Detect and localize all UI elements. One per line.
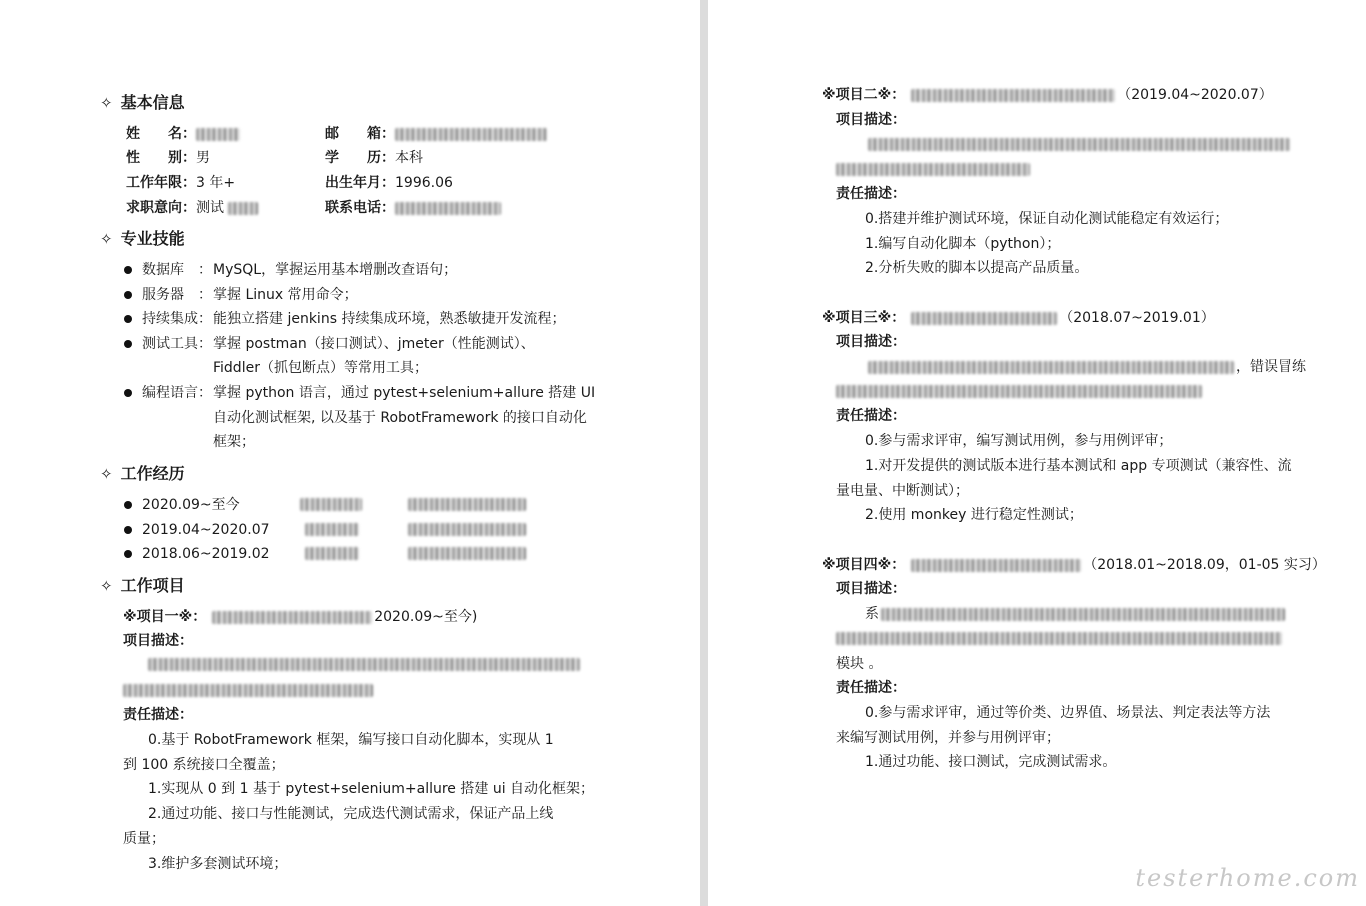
skill-text: Fiddler（抓包断点）等常用工具；: [213, 360, 428, 376]
skill-text: 自动化测试框架, 以及基于 RobotFramework 的接口自动化: [213, 410, 587, 426]
bullet-icon: [124, 315, 132, 323]
project2-title: ※项目二※： （2019.04~2020.07）: [822, 87, 1273, 103]
duty-line: 量电量、中断测试）；: [836, 483, 969, 499]
name-row: 姓 名：: [126, 124, 240, 144]
gender-row: 性 别：男: [126, 150, 210, 166]
project3-desc-label: 项目描述：: [836, 334, 906, 350]
section-projects: ✧ 工作项目: [100, 576, 185, 595]
bullet-icon: [124, 501, 132, 509]
duty-line: 1.对开发提供的测试版本进行基本测试和 app 专项测试（兼容性、流: [865, 458, 1292, 474]
redacted-description: [868, 361, 1234, 374]
project3-desc-line: ，错误冒练: [868, 357, 1306, 377]
project2-duty-label: 责任描述：: [836, 186, 906, 202]
redacted-phone: [395, 202, 501, 215]
project3-duty-label: 责任描述：: [836, 408, 906, 424]
redacted-description: [836, 163, 1030, 176]
redacted-description: [868, 138, 1290, 151]
bullet-icon: [124, 526, 132, 534]
redacted-project-name: [911, 559, 1081, 572]
bullet-icon: [124, 550, 132, 558]
skill-text: 掌握 python 语言，通过 pytest+selenium+allure 搭建 UI: [213, 385, 596, 401]
duty-line: 1.编写自动化脚本（python）；: [865, 236, 1061, 252]
redacted-project-name: [911, 312, 1057, 325]
skill-text: 能独立搭建 jenkins 持续集成环境，熟悉敏捷开发流程；: [213, 311, 566, 327]
section-skills: ✧ 专业技能: [100, 229, 185, 248]
skill-text: MySQL，掌握运用基本增删改查语句；: [213, 262, 458, 278]
years-row: 工作年限：3 年+: [126, 175, 236, 191]
skill-item: 编程语言：: [124, 383, 212, 403]
project4-title: ※项目四※： （2018.01~2018.09，01-05 实习）: [822, 557, 1326, 573]
watermark: testerhome.com: [1135, 864, 1360, 892]
redacted-description: [148, 658, 580, 671]
skill-text: 掌握 postman（接口测试）、jmeter（性能测试）、: [213, 336, 535, 352]
project2-desc-label: 项目描述：: [836, 112, 906, 128]
duty-line: 0.参与需求评审，通过等价类、边界值、场景法、判定表法等方法: [865, 705, 1271, 721]
duty-line: 到 100 系统接口全覆盖；: [123, 757, 285, 773]
redacted-role: [408, 547, 526, 560]
bullet-icon: [124, 340, 132, 348]
diamond-icon: ✧: [100, 577, 113, 595]
duty-line: 1.实现从 0 到 1 基于 pytest+selenium+allure 搭建 ui 自动化框架；: [148, 781, 595, 797]
birth-row: 出生年月：1996.06: [325, 175, 453, 191]
duty-line: 3.维护多套测试环境；: [148, 856, 288, 872]
redacted-description: [836, 632, 1282, 645]
project1-title: ※项目一※： 2020.09~至今): [123, 609, 478, 625]
duty-line: 0.搭建并维护测试环境，保证自动化测试能稳定有效运行；: [865, 211, 1229, 227]
redacted-project-name: [911, 89, 1115, 102]
duty-line: 质量；: [123, 831, 165, 847]
skill-item: 服务器 ：: [124, 285, 212, 305]
education-row: 学 历：本科: [325, 150, 423, 166]
email-row: 邮 箱：: [325, 124, 547, 144]
redacted-role: [408, 523, 526, 536]
project4-desc-end: 模块 。: [836, 656, 883, 672]
duty-line: 0.参与需求评审，编写测试用例，参与用例评审；: [865, 433, 1173, 449]
redacted-company: [300, 498, 362, 511]
phone-row: 联系电话：: [325, 198, 501, 218]
redacted-project-name: [212, 611, 372, 624]
diamond-icon: ✧: [100, 94, 113, 112]
section-experience: ✧ 工作经历: [100, 464, 185, 483]
redacted-description: [881, 608, 1285, 621]
diamond-icon: ✧: [100, 465, 113, 483]
experience-item: 2019.04~2020.07: [124, 520, 270, 540]
duty-line: 2.通过功能、接口与性能测试，完成迭代测试需求，保证产品上线: [148, 806, 554, 822]
redacted-email: [395, 128, 547, 141]
bullet-icon: [124, 389, 132, 397]
project1-desc-label: 项目描述：: [123, 633, 193, 649]
project4-duty-label: 责任描述：: [836, 680, 906, 696]
bullet-icon: [124, 266, 132, 274]
redacted-description: [836, 385, 1202, 398]
skill-text: 掌握 Linux 常用命令；: [213, 287, 358, 303]
duty-line: 来编写测试用例，并参与用例评审；: [836, 730, 1060, 746]
duty-line: 2.分析失败的脚本以提高产品质量。: [865, 260, 1089, 276]
skill-text: 框架；: [213, 434, 255, 450]
redacted-description: [123, 684, 373, 697]
intent-row: 求职意向：测试: [126, 198, 258, 218]
project4-desc-line: 系: [865, 604, 1285, 624]
bullet-icon: [124, 291, 132, 299]
duty-line: 2.使用 monkey 进行稳定性测试；: [865, 507, 1083, 523]
experience-item: 2020.09~至今: [124, 495, 240, 515]
duty-line: 0.基于 RobotFramework 框架，编写接口自动化脚本，实现从 1: [148, 732, 554, 748]
skill-item: 测试工具：: [124, 334, 212, 354]
redacted-company: [305, 523, 359, 536]
experience-item: 2018.06~2019.02: [124, 544, 270, 564]
duty-line: 1.通过功能、接口测试，完成测试需求。: [865, 754, 1117, 770]
project3-title: ※项目三※： （2018.07~2019.01）: [822, 310, 1215, 326]
redacted-intent: [228, 202, 258, 215]
skill-item: 持续集成：: [124, 309, 212, 329]
page-gutter: [700, 0, 708, 906]
project4-desc-label: 项目描述：: [836, 581, 906, 597]
redacted-name: [196, 128, 240, 141]
diamond-icon: ✧: [100, 230, 113, 248]
redacted-role: [408, 498, 526, 511]
project1-duty-label: 责任描述：: [123, 707, 193, 723]
section-basic-info: ✧ 基本信息: [100, 93, 185, 112]
resume-page-right: [708, 0, 1366, 906]
skill-item: 数据库 ：: [124, 260, 212, 280]
redacted-company: [305, 547, 359, 560]
